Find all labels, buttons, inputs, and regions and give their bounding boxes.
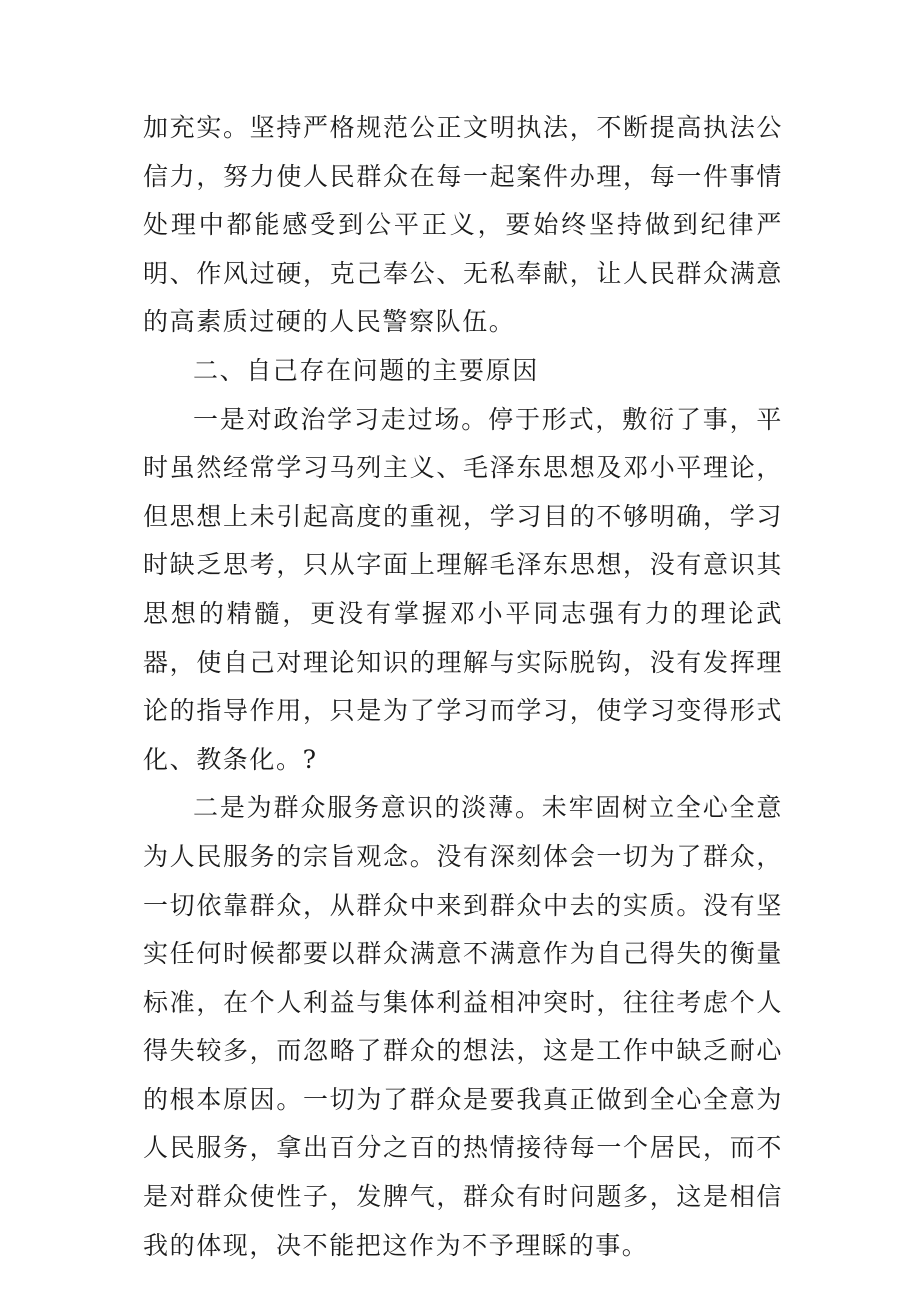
section-heading: 二、自己存在问题的主要原因 xyxy=(193,355,539,385)
paragraph-continuation: 加充实。坚持严格规范公正文明执法，不断提高执法公信力，努力使人民群众在每一起案件办理，每一件事情处理中都能感受到公平正义，要始终坚持做到纪律严明、作风过硬，克己奉公、无私奉献，让人民群众满意的高素质过硬的人民警察队伍。 xyxy=(143,113,783,337)
paragraph-reason-one: 一是对政治学习走过场。停于形式，敷衍了事，平时虽然经常学习马列主义、毛泽东思想及邓小平理论，但思想上未引起高度的重视，学习目的不够明确，学习时缺乏思考，只从字面上理解毛泽东思想，没有意识其思想的精髓，更没有掌握邓小平同志强有力的理论武器，使自己对理论知识的理解与实际脱钩，没有发挥理论的指导作用，只是为了学习而学习，使学习变得形式化、教条化。? xyxy=(143,404,783,774)
paragraph-reason-two: 二是为群众服务意识的淡薄。未牢固树立全心全意为人民服务的宗旨观念。没有深刻体会一切为了群众，一切依靠群众，从群众中来到群众中去的实质。没有坚实任何时候都要以群众满意不满意作为自己得失的衡量标准，在个人利益与集体利益相冲突时，往往考虑个人得失较多，而忽略了群众的想法，这是工作中缺乏耐心的根本原因。一切为了群众是要我真正做到全心全意为人民服务，拿出百分之百的热情接待每一个居民，而不是对群众使性子，发脾气，群众有时问题多，这是相信我的体现，决不能把这作为不予理睬的事。 xyxy=(143,793,783,1260)
document-body xyxy=(143,104,783,1270)
